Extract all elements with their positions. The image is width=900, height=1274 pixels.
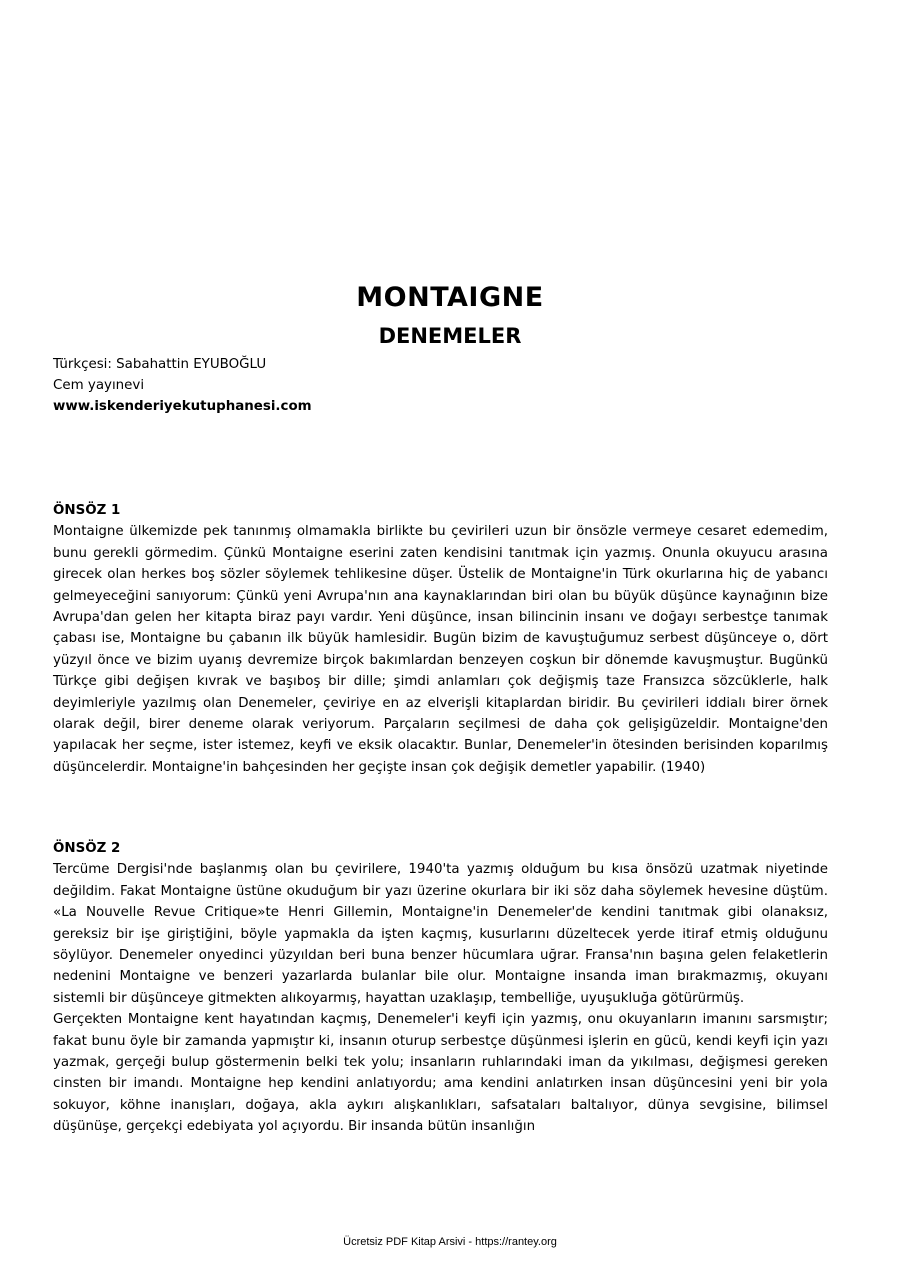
book-title: DENEMELER [378,324,522,348]
preface-2-paragraph-2: Gerçekten Montaigne kent hayatından kaçmış, Denemeler'i keyfi için yazmış, onu okuyanların imanını sarsmıştır; fakat bunu öyle bir zamanda yapmıştır ki, insanın oturup serbestçe düşünmesi işlerin en gücü, kendi keyfi için yazı yazmak, gerçeği bulup göstermenin belki tek yolu; insanların ruhlarındaki iman da yıkılması, değişmesi gereken cinsten bir imandı. Montaigne hep kendini anlatıyordu; ama kendini anlatırken insan düşüncesini yeni bir yola sokuyor, köhne inanışları, doğaya, akla aykırı alışkanlıkları, safsataları baltalıyor, dünya sevgisine, bilimsel düşünüşe, gerçekçi edebiyata yol açıyordu. Bir insanda bütün insanlığın [53,1012,828,1135]
preface-1-paragraph: Montaigne ülkemizde pek tanınmış olmamakla birlikte bu çevirileri uzun bir önsözle vermeye cesaret edemedim, bunu gerekli görmedim. Çünkü Montaigne eserini zaten kendisini tanıtmak için yazmış. Onunla okuyucu arasına girecek olan herkes boş sözler söylemek tehlikesine düşer. Üstelik de Montaigne'in Türk okurlarına hiç de yabancı gelmeyeceğini sanıyorum: Çünkü yeni Avrupa'nın ana kaynaklarından biri olan bu büyük düşünce kaynağının bize Avrupa'dan gelen her kitapta biraz payı vardır. Yeni düşünce, insan bilincinin insanı ve doğayı serbestçe tanımak çabası ise, Montaigne bu çabanın ilk büyük hamlesidir. Bugün bizim de kavuştuğumuz serbest düşünceye o, dört yüzyıl önce ve bizim uyanış devremize birçok bakımlardan benzeyen coşkun bir dönemde kavuşmuştur. Bugünkü Türkçe gibi değişen kıvrak ve başıboş bir dille; şimdi anlamları çok değişmiş taze Fransızca sözcüklerle, halk deyimleriyle yazılmış olan Denemeler, çeviriye en az elverişli kitaplardan biridir. Bu çevirileri iddialı birer örnek olarak değil, birer deneme olarak veriyorum. Parçaların seçilmesi de daha çok gelişigüzeldir. Montaigne'den yapılacak her seçme, ister istemez, keyfi ve eksik olacaktır. Bunlar, Denemeler'in ötesinden berisinden koparılmış düşüncelerdir. Montaigne'in bahçesinden her geçişte insan çok değişik demetler yapabilir. (1940) [53,524,828,775]
page-footer: Ücretsiz PDF Kitap Arsivi - https://rantey.org [343,1236,557,1248]
translator-credit: Türkçesi: Sabahattin EYUBOĞLU [53,357,267,372]
book-metadata [53,354,312,417]
preface-1-heading: ÖNSÖZ 1 [53,503,121,518]
website-link[interactable]: www.iskenderiyekutuphanesi.com [53,399,312,414]
preface-1-section [53,500,828,778]
preface-2-section [53,838,828,1138]
publisher-name: Cem yayınevi [53,378,145,393]
preface-2-paragraph-1: Tercüme Dergisi'nde başlanmış olan bu çevirilere, 1940'ta yazmış olduğum bu kısa önsözü uzatmak niyetinde değildim. Fakat Montaigne üstüne okuduğum bir yazı üzerine okurlara bir iki söz daha söylemek hevesine düştüm. «La Nouvelle Revue Critique»te Henri Gillemin, Montaigne'in Denemeler'de kendini tanıtmak gibi olanaksız, gereksiz bir işe giriştiğini, böyle yapmakla da işten kaçmış, kusurlarını düzeltecek yerde itiraf etmiş olduğunu söylüyor. Denemeler onyedinci yüzyıldan beri buna benzer hücumlara uğrar. Fransa'nın başına gelen felaketlerin nedenini Montaigne ve benzeri yazarlarda bulanlar bile olur. Montaigne insanda iman bırakmazmış, okuyanı sistemli bir düşünceye gitmekten alıkoyarmış, hayattan uzaklaşıp, tembelliğe, uyuşukluğa götürürmüş. [53,862,828,1006]
book-author-title: MONTAIGNE [356,282,544,313]
preface-2-heading: ÖNSÖZ 2 [53,841,121,856]
